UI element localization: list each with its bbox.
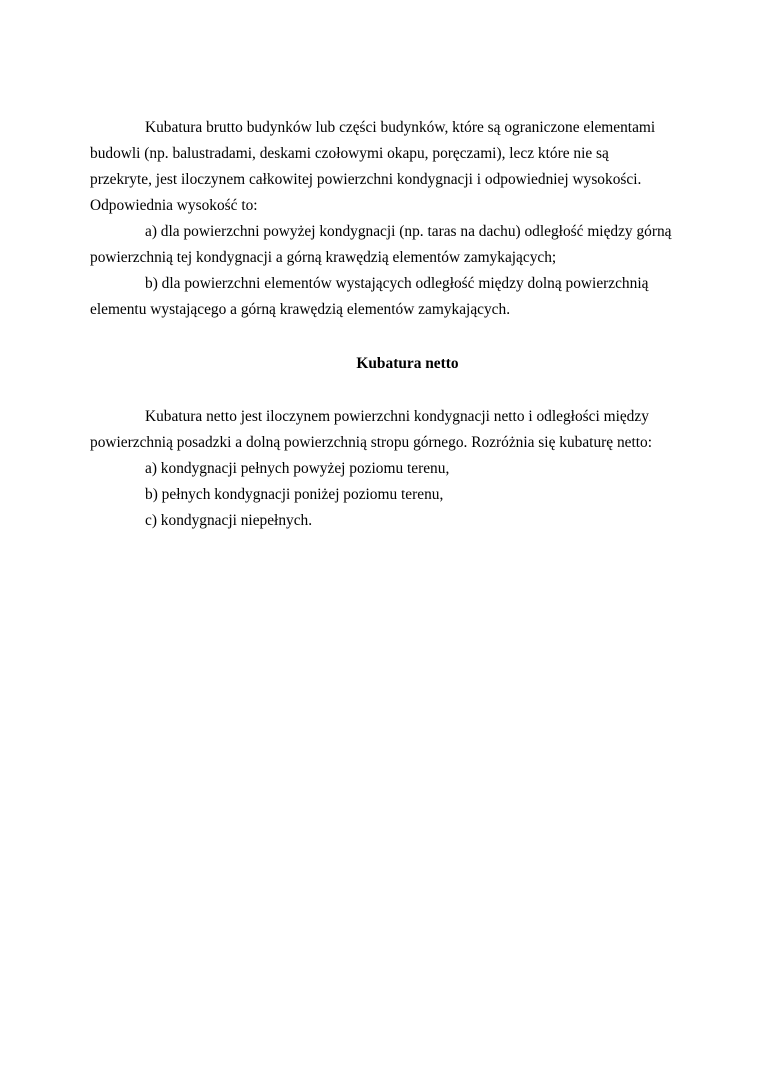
list-item-line: c) kondygnacji niepełnych.	[145, 512, 313, 529]
list-item-line: powierzchnią tej kondygnacji a górną krawędzią elementów zamykających;	[90, 249, 557, 266]
paragraph-line: budowli (np. balustradami, deskami czołowymi okapu, poręczami), lecz które nie są	[90, 145, 609, 162]
paragraph-line: przekryte, jest iloczynem całkowitej powierzchni kondygnacji i odpowiedniej wysokości.	[90, 171, 642, 188]
list-item-line: elementu wystającego a górną krawędzią elementów zamykających.	[90, 301, 511, 318]
list-item-line: b) dla powierzchni elementów wystających odległość między dolną powierzchnią	[145, 275, 649, 292]
list-item-line: a) kondygnacji pełnych powyżej poziomu terenu,	[145, 460, 450, 477]
section-heading: Kubatura netto	[356, 355, 459, 372]
list-item-line: a) dla powierzchni powyżej kondygnacji (np. taras na dachu) odległość między górną	[145, 223, 672, 240]
paragraph-line: powierzchnią posadzki a dolną powierzchnią stropu górnego. Rozróżnia się kubaturę netto:	[90, 434, 652, 451]
paragraph-line: Kubatura netto jest iloczynem powierzchni kondygnacji netto i odległości między	[145, 408, 649, 425]
paragraph-line: Kubatura brutto budynków lub części budynków, które są ograniczone elementami	[145, 119, 656, 136]
paragraph-line: Odpowiednia wysokość to:	[90, 197, 258, 214]
list-item-line: b) pełnych kondygnacji poniżej poziomu terenu,	[145, 486, 444, 503]
